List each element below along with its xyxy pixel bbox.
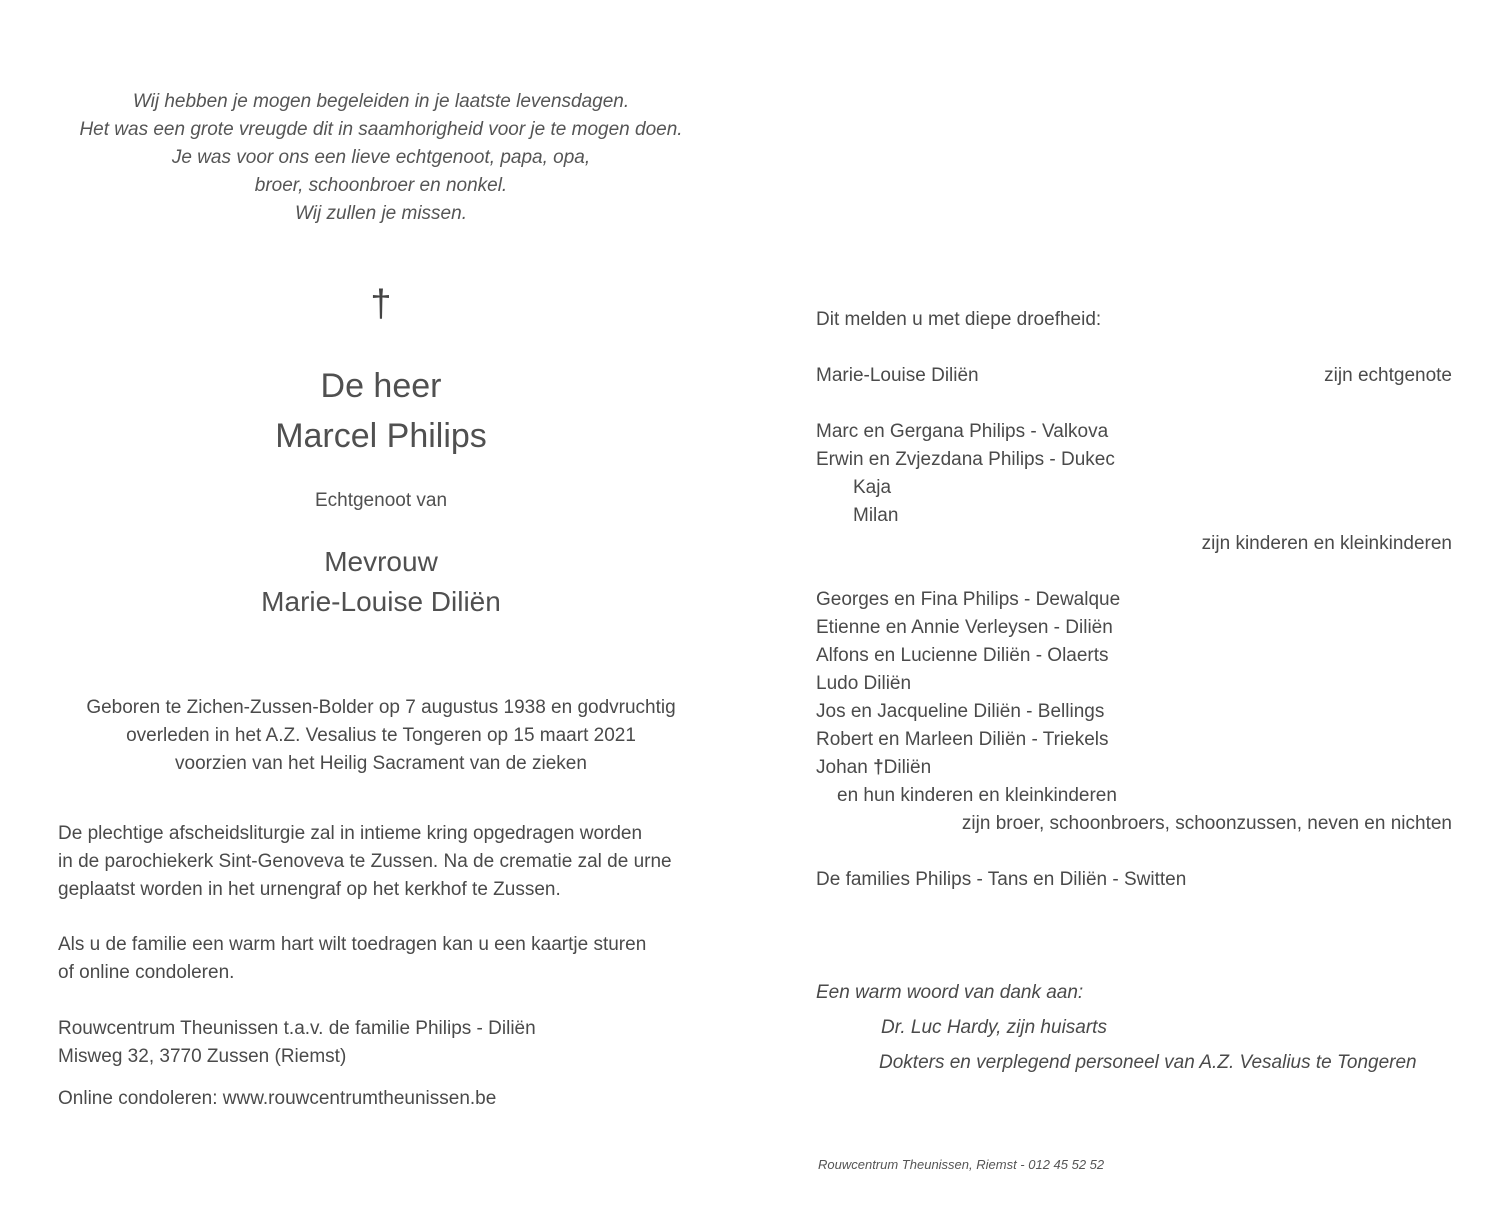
poem — [30, 88, 732, 228]
spouse-role: zijn echtgenote — [1324, 365, 1452, 386]
children-role: zijn kinderen en kleinkinderen — [1201, 533, 1452, 554]
condolence-line: Als u de familie een warm hart wilt toedragen kan u een kaartje sturen — [58, 934, 647, 955]
child-entry: Marc en Gergana Philips - Valkova — [816, 421, 1109, 442]
birth-death-line: voorzien van het Heilig Sacrament van de zieken — [175, 753, 587, 774]
liturgy-paragraph — [58, 820, 672, 904]
announcement-intro: Dit melden u met diepe droefheid: — [816, 309, 1102, 330]
sibling-entry-johan — [816, 754, 931, 782]
spouse-title: Mevrouw — [324, 546, 438, 577]
sibling-last-name: Diliën — [883, 757, 932, 778]
poem-line: broer, schoonbroer en nonkel. — [254, 175, 508, 196]
grandchild-entry: Milan — [853, 505, 899, 526]
thanks-intro: Een warm woord van dank aan: — [816, 982, 1084, 1003]
sibling-entry: Georges en Fina Philips - Dewalque — [816, 589, 1121, 610]
grandchild-entry: Kaja — [853, 477, 892, 498]
deceased-name: Marcel Philips — [275, 417, 487, 455]
birth-death-line: overleden in het A.Z. Vesalius te Tongeren op 15 maart 2021 — [126, 725, 636, 746]
poem-line: Je was voor ons een lieve echtgenoot, papa, opa, — [171, 147, 591, 168]
liturgy-line: De plechtige afscheidsliturgie zal in intieme kring opgedragen worden — [58, 823, 643, 844]
sibling-first-name: Johan — [816, 757, 868, 778]
sibling-entry: Alfons en Lucienne Diliën - Olaerts — [816, 645, 1109, 666]
poem-line: Het was een grote vreugde dit in saamhorigheid voor je te mogen doen. — [79, 119, 683, 140]
relation-label: Echtgenoot van — [314, 490, 448, 511]
spouse-name: Marie-Louise Diliën — [261, 586, 501, 617]
spouse-entry: Marie-Louise Diliën — [816, 365, 979, 386]
address-line: Rouwcentrum Theunissen t.a.v. de familie Philips - Diliën — [58, 1018, 536, 1039]
cross-icon: † — [370, 283, 392, 325]
birth-death-line: Geboren te Zichen-Zussen-Bolder op 7 augustus 1938 en godvruchtig — [86, 697, 676, 718]
siblings-role: zijn broer, schoonbroers, schoonzussen, neven en nichten — [961, 813, 1452, 834]
thanks-item: Dokters en verplegend personeel van A.Z. Vesalius te Tongeren — [879, 1052, 1417, 1073]
sibling-entry: Etienne en Annie Verleysen - Diliën — [816, 617, 1113, 638]
thanks-item: Dr. Luc Hardy, zijn huisarts — [881, 1017, 1107, 1038]
condolence-line: of online condoleren. — [58, 962, 235, 983]
siblings-extra: en hun kinderen en kleinkinderen — [837, 785, 1117, 806]
poem-line: Wij hebben je mogen begeleiden in je laatste levensdagen. — [132, 91, 630, 112]
sibling-entry: Robert en Marleen Diliën - Triekels — [816, 729, 1109, 750]
online-condolence: Online condoleren: www.rouwcentrumtheunissen.be — [58, 1088, 497, 1109]
sibling-entry: Ludo Diliën — [816, 673, 912, 694]
deceased-title: De heer — [320, 367, 442, 405]
birth-death-text — [30, 694, 732, 778]
liturgy-line: in de parochiekerk Sint-Genoveva te Zussen. Na de crematie zal de urne — [58, 851, 672, 872]
condolence-paragraph — [58, 931, 646, 987]
address-line: Misweg 32, 3770 Zussen (Riemst) — [58, 1046, 347, 1067]
poem-line: Wij zullen je missen. — [295, 203, 467, 224]
child-entry: Erwin en Zvjezdana Philips - Dukec — [816, 449, 1115, 470]
footer-note: Rouwcentrum Theunissen, Riemst - 012 45 52 52 — [818, 1157, 1105, 1172]
families-entry: De families Philips - Tans en Diliën - Switten — [816, 869, 1187, 890]
address-block — [58, 1015, 536, 1071]
cross-icon: † — [873, 757, 884, 778]
sibling-entry: Jos en Jacqueline Diliën - Bellings — [816, 701, 1105, 722]
liturgy-line: geplaatst worden in het urnengraf op het kerkhof te Zussen. — [58, 879, 561, 900]
